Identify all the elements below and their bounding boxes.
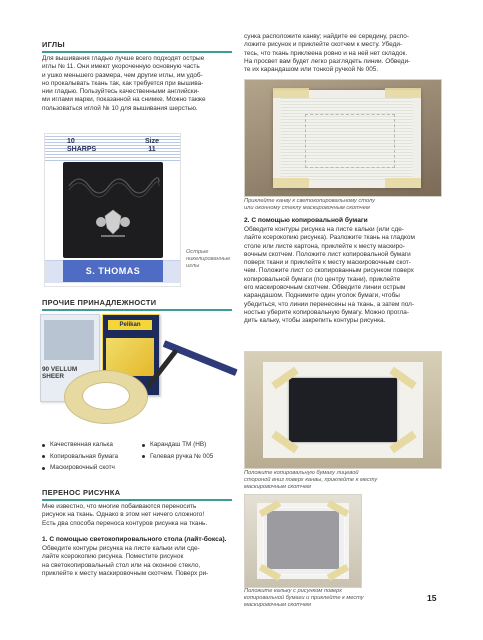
- section-rule: [42, 309, 232, 311]
- section-rule: [42, 51, 232, 53]
- tracing-paper-photo: [244, 494, 362, 588]
- package-sharps-label: 10 SHARPS: [67, 138, 97, 153]
- page-number: 15: [427, 593, 437, 603]
- carbon-paper-caption: Положите копировальную бумагу лицевой стороной вниз поверх канвы, приклейте к месту маскировочным скотчем: [244, 470, 378, 490]
- pelikan-label: Pelikan: [108, 320, 152, 330]
- method1-paragraph: Обведите контуры рисунка на листе кальки или сде- лайте ксерокопию рисунка. Поместите рисунок на светокопировальный стол или на оконное стекло, приклейте к месту маскировочным скотчем. Поверх ри-: [42, 545, 209, 577]
- tracing-paper-caption: Положите кальку с рисунком поверх копировальной бумаги и приклейте к месту маскировочным скотчем: [244, 588, 364, 608]
- section-title-needles: ИГЛЫ: [42, 40, 65, 49]
- section-rule: [42, 499, 232, 501]
- section-title-transfer: ПЕРЕНОС РИСУНКА: [42, 488, 121, 497]
- crest-logo-icon: [93, 206, 133, 242]
- method1-continued: сунка расположите канву; найдите ее середину, распо- ложите рисунок и приклейте скотчем к месту. Убеди- тесь, что ткань приклеена ровно и на ней нет складок. На просвет вам будет легко разглядеть линии. Обведи- те их карандашом или тонкой ручкой № 005.: [244, 33, 411, 74]
- supplies-photo: [38, 312, 238, 432]
- list-item: Копировальная бумага: [42, 451, 118, 463]
- method2-title: 2. С помощью копировальной бумаги: [244, 217, 368, 224]
- method1-title: 1. С помощью светокопировального стола (лайт-бокса).: [42, 536, 227, 543]
- list-item: Маскировочный скотч: [42, 462, 118, 474]
- method2-paragraph: Обведите контуры рисунка на листе кальки (или сде- лайте ксерокопию рисунка). Разложите ткань на гладком столе или листе картона, приклейте к месту маскиро- вочным скотчем. Положите лист копировальной бумаги поверх ткани и приклейте к месту маскировочным скот- чем. Положите лист со скопированным рисунком поверх копировальной бумаги (по центру ткани), приклейте его маскировочным скотчем. Обведите линии острым карандашом. Поднимите один уголок бумаги, чтобы убедиться, что линии перенесены на ткань, а затем пол- ностью уберите копировальную бумагу. Можно прогла- дить кальку, чтобы закрепить контуры рисунка.: [244, 226, 415, 325]
- carbon-paper-photo: [244, 351, 442, 469]
- needles-caption: Острые никелированные иглы: [186, 249, 231, 269]
- needle-package-image: [44, 133, 181, 287]
- supplies-list-left: [42, 439, 118, 474]
- vellum-label: 90 VELLUM SHEER: [42, 366, 78, 380]
- list-item: Гелевая ручка № 005: [142, 451, 213, 463]
- needles-strip-icon: [63, 168, 163, 198]
- supplies-list-right: [142, 439, 213, 462]
- needles-paragraph: Для вышивания гладью лучше всего подходят острые иглы № 11. Они имеют укороченную основную часть и ушко меньшего размера, чем другие иглы, им удоб- но прокалывать ткань так, как требуется при вышива- нии гладью. Пользуйтесь качественными английски- ми иглами марки, показанной на снимке. Можно также пользоваться иглой № 10 для вышивания шерстью.: [42, 55, 206, 112]
- transfer-intro: Мне известно, что многие побаиваются переносить рисунок на ткань. Однако в этом нет ничего сложного! Есть два способа переноса контуров рисунка на ткань.: [42, 503, 208, 527]
- lightbox-photo: [244, 79, 442, 197]
- list-item: Качественная калька: [42, 439, 118, 451]
- pencil-icon: [163, 340, 238, 376]
- lightbox-caption: Приклейте канву к светокопировальному столу или оконному стеклу маскировочным скотчем: [244, 198, 375, 211]
- package-size-label: Size 11: [145, 138, 160, 153]
- package-brand-label: S. THOMAS: [63, 260, 163, 282]
- section-title-supplies: ПРОЧИЕ ПРИНАДЛЕЖНОСТИ: [42, 298, 157, 307]
- list-item: Карандаш ТМ (НВ): [142, 439, 213, 451]
